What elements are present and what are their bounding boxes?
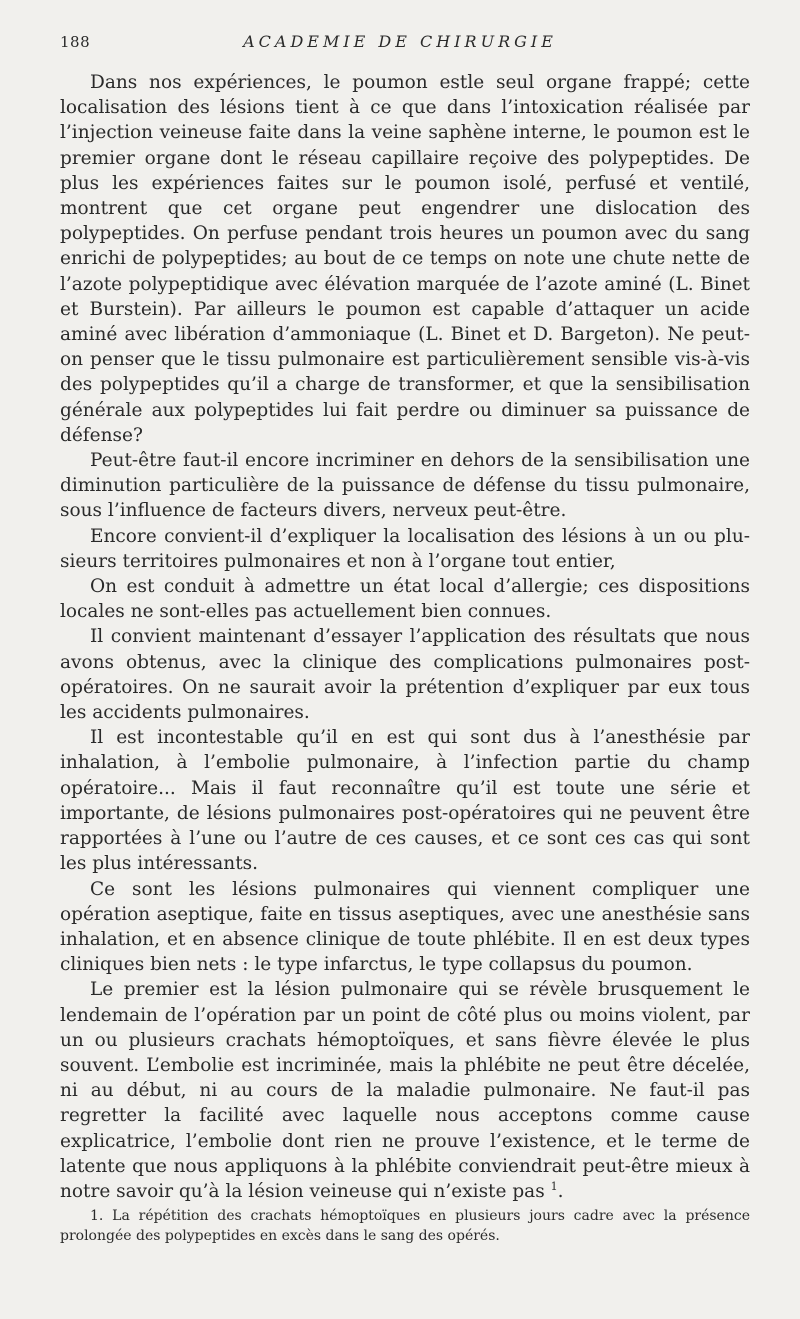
paragraph: Ce sont les lésions pulmonaires qui viennent compliquer une opération aseptique, faite en tissus aseptiques, avec une anesthésie sans inhalation, et en absence clinique de toute phlébite. Il en est deux types cliniques bien nets : le type infarctus, le type collapsus du poumon. [60,878,750,976]
paragraph: Il convient maintenant d’essayer l’application des résultats que nous avons obtenus, avec la clinique des complications pulmonaires post-opératoires. On ne saurait avoir la prétention d’expliquer par eux tous les accidents pulmonaires. [60,626,750,724]
running-title: ACADEMIE DE CHIRURGIE [243,32,557,51]
paragraph-text: Le premier est la lésion pulmonaire qui se révèle brusquement le lendemain de l’opération par un point de côté plus ou moins violent, par un ou plusieurs crachats hémoptoïques, et sans fièvre élevée le plus souvent. L’embolie est incriminée, mais la phlébite ne peut être décelée, ni au début, ni au cours de la maladie pulmonaire. Ne faut-il pas regretter la facilité avec laquelle nous acceptons comme cause explicatrice, l’embolie dont rien ne prouve l’existence, et le terme de latente que nous appliquons à la phlébite conviendrait peut-être mieux à notre savoir qu’à la lésion veineuse qui n’existe pas [60,979,750,1202]
page-number: 188 [60,33,91,51]
paragraph-with-footnote: Le premier est la lésion pulmonaire qui se révèle brusquement le lendemain de l’opération par un point de côté plus ou moins violent, par un ou plusieurs crachats hémoptoïques, et sans fièvre élevée le plus souvent. L’embolie est incriminée, mais la phlébite ne peut être décelée, ni au début, ni au cours de la maladie pulmonaire. Ne faut-il pas regretter la facilité avec laquelle nous acceptons comme cause explicatrice, l’embolie dont rien ne prouve l’existence, et le terme de latente que nous appliquons à la phlébite conviendrait peut-être mieux à notre savoir qu’à la lésion veineuse qui n’existe pas $^1$. [60,979,750,1202]
paragraph: Peut-être faut-il encore incriminer en dehors de la sensibilisation une diminution particulière de la puissance de défense du tissu pulmonaire, sous l’influence de facteurs divers, nerveux peut-être. [60,450,750,522]
footnote-text: La répétition des crachats hémoptoïques en plusieurs jours cadre avec la présence prolongée des polypeptides en excès dans le sang des opérés. [60,1208,750,1244]
footnote-marker: 1. [90,1208,104,1224]
body-text [60,70,750,1204]
paragraph: On est conduit à admettre un état local d’allergie; ces dispositions locales ne sont-elles pas actuellement bien connues. [60,576,750,623]
paragraph: Dans nos expériences, le poumon estle seul organe frappé; cette localisation des lésions tient à ce que dans l’intoxication réalisée par l’injection veineuse faite dans la veine saphène interne, le poumon est le premier organe dont le réseau capillaire reçoive des polypeptides. De plus les expériences faites sur le poumon isolé, perfusé et ventilé, montrent que cet organe peut engendrer une dislocation des polypeptides. On perfuse pendant trois heures un poumon avec du sang enrichi de polypeptides; au bout de ce temps on note une chute nette de l’azote polypeptidique avec élévation marquée de l’azote aminé (L. Binet et Burstein). Par ailleurs le poumon est capable d’attaquer un acide aminé avec libération d’ammoniaque (L. Binet et D. Bargeton). Ne peut-on penser que le tissu pulmonaire est particulièrement sensible vis-à-vis des polypeptides qu’il a charge de transformer, et que la sensibilisation générale aux polypeptides lui fait perdre ou diminuer sa puissance de défense? [60,72,750,446]
paragraph: Il est incontestable qu’il en est qui sont dus à l’anesthésie par inhalation, à l’embolie pulmonaire, à l’infection partie du champ opératoire... Mais il faut reconnaître qu’il est toute une série et importante, de lésions pulmonaires post-opératoires qui ne peuvent être rapportées à l’une ou l’autre de ces causes, et ce sont ces cas qui sont les plus intéressants. [60,727,750,875]
footnote-reference: 1 [550,1179,558,1193]
paragraph: Encore convient-il d’expliquer la localisation des lésions à un ou plusieurs territoires pulmonaires et non à l’organe tout entier, [60,525,750,572]
footnote [60,1206,750,1246]
